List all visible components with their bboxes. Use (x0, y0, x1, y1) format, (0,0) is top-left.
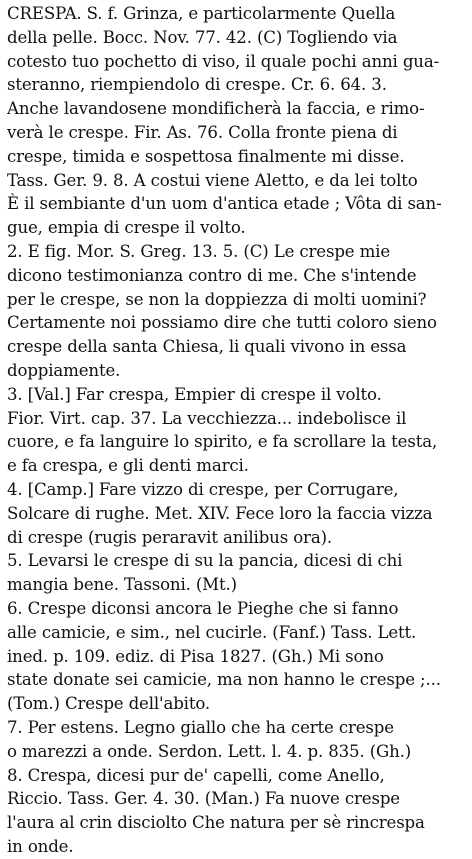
entry-line: Tass. Ger. 9. 8. A costui viene Aletto, e da lei tolto (7, 170, 418, 190)
entry-line: e fa crespa, e gli denti marci. (7, 456, 249, 476)
entry-line: cotesto tuo pochetto di viso, il quale pochi anni gua- (7, 51, 440, 71)
entry-line: Solcare di rughe. Met. XIV. Fece loro la faccia vizza (7, 503, 433, 523)
entry-line: Fior. Virt. cap. 37. La vecchiezza... indebolisce il (7, 408, 407, 428)
entry-line: doppiamente. (7, 360, 121, 380)
entry-line: crespe della santa Chiesa, li quali vivono in essa (7, 337, 407, 357)
sense-3-line: 3. [Val.] Far crespa, Empier di crespe il volto. (7, 384, 382, 404)
entry-line: verà le crespe. Fir. As. 76. Colla fronte piena di (7, 122, 398, 142)
entry-line: Anche lavandosene mondificherà la faccia, e rimo- (7, 99, 425, 119)
sense-4-line: 4. [Camp.] Fare vizzo di crespe, per Corrugare, (7, 479, 399, 499)
entry-line: della pelle. Bocc. Nov. 77. 42. (C) Togliendo via (7, 27, 398, 47)
entry-line: gue, empia di crespe il volto. (7, 218, 246, 238)
entry-line: CRESPA. S. f. Grinza, e particolarmente Quella (7, 4, 396, 23)
entry-line: crespe, timida e sospettosa finalmente mi disse. (7, 146, 405, 166)
entry-line: alle camicie, e sim., nel cucirle. (Fanf.) Tass. Lett. (7, 622, 417, 642)
entry-line: steranno, riempiendolo di crespe. Cr. 6. 64. 3. (7, 75, 387, 95)
entry-line: per le crespe, se non la doppiezza di molti uomini? (7, 289, 427, 309)
entry-line: Riccio. Tass. Ger. 4. 30. (Man.) Fa nuove crespe (7, 789, 400, 809)
sense-6-line: 6. Crespe diconsi ancora le Pieghe che si fanno (7, 598, 399, 618)
entry-line: ined. p. 109. ediz. di Pisa 1827. (Gh.) Mi sono (7, 646, 384, 666)
entry-line: in onde. (7, 836, 74, 856)
entry-line: È il sembiante d'un uom d'antica etade ; Vôta di san- (7, 194, 442, 214)
entry-line: Certamente noi possiamo dire che tutti coloro sieno (7, 313, 437, 333)
sense-5-line: 5. Levarsi le crespe di su la pancia, dicesi di chi (7, 551, 403, 571)
entry-line: dicono testimonianza contro di me. Che s'intende (7, 265, 417, 285)
entry-line: state donate sei camicie, ma non hanno le crespe ;... (7, 670, 441, 690)
entry-line: o marezzi a onde. Serdon. Lett. l. 4. p. 835. (Gh.) (7, 741, 412, 761)
entry-line: cuore, e fa languire lo spirito, e fa scrollare la testa, (7, 432, 438, 452)
entry-line: di crespe (rugis peraravit anilibus ora). (7, 527, 333, 547)
sense-7-line: 7. Per estens. Legno giallo che ha certe crespe (7, 717, 394, 737)
entry-line: mangia bene. Tassoni. (Mt.) (7, 575, 237, 595)
entry-line: l'aura al crin disciolto Che natura per sè rincrespa (7, 813, 425, 833)
sense-2-line: 2. E fig. Mor. S. Greg. 13. 5. (C) Le crespe mie (7, 241, 391, 261)
entry-line: (Tom.) Crespe dell'abito. (7, 694, 211, 714)
sense-8-line: 8. Crespa, dicesi pur de' capelli, come Anello, (7, 765, 385, 785)
